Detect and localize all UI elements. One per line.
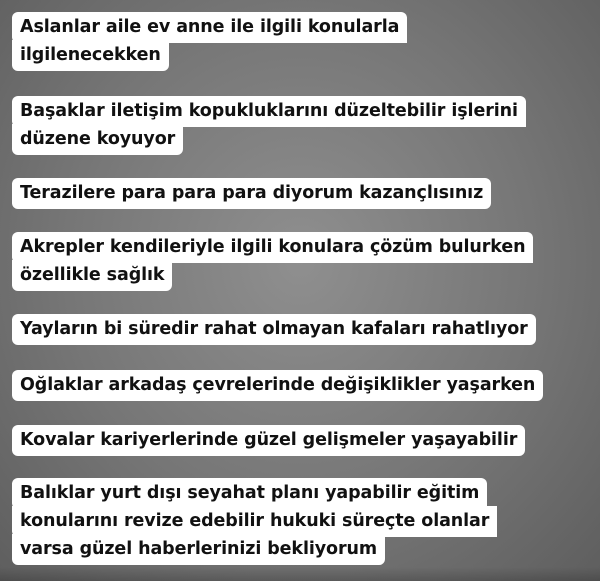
caption-line: Yayların bi süredir rahat olmayan kafaları rahatlıyor [12,314,536,345]
caption-line: ilgilenecekken [12,40,169,71]
caption-aslanlar [12,12,407,71]
caption-line: Terazilere para para para diyorum kazançlısınız [12,178,491,209]
caption-yaylar [12,314,536,345]
caption-line: Kovalar kariyerlerinde güzel gelişmeler yaşayabilir [12,425,525,456]
caption-kovalar [12,425,525,456]
caption-basaklar [12,96,526,155]
caption-akrepler [12,232,533,291]
caption-oglaklar [12,370,543,401]
caption-line: Başaklar iletişim kopukluklarını düzeltebilir işlerini [12,96,526,127]
caption-line: Oğlaklar arkadaş çevrelerinde değişiklikler yaşarken [12,370,543,401]
caption-line: Akrepler kendileriyle ilgili konulara çözüm bulurken [12,232,533,263]
caption-baliklar [12,478,497,565]
caption-teraziler [12,178,491,209]
caption-line: Aslanlar aile ev anne ile ilgili konularla [12,12,407,43]
bottom-shade [0,567,600,581]
caption-line: Balıklar yurt dışı seyahat planı yapabilir eğitim [12,478,487,509]
caption-line: özellikle sağlık [12,260,172,291]
caption-line: varsa güzel haberlerinizi bekliyorum [12,534,385,565]
caption-line: düzene koyuyor [12,124,183,155]
caption-line: konularını revize edebilir hukuki süreçte olanlar [12,506,497,537]
